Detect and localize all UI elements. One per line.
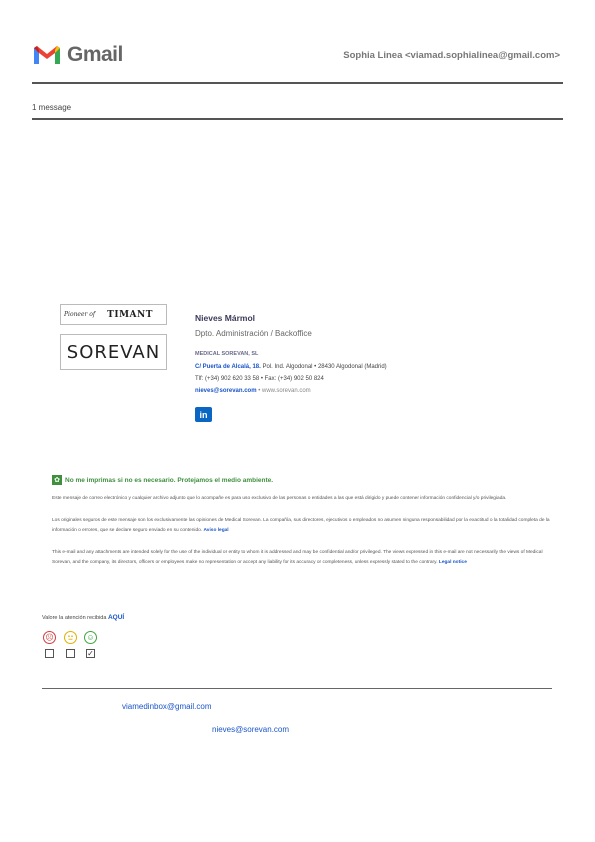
signature-name: Nieves Mármol	[195, 313, 255, 323]
linkedin-icon[interactable]: in	[195, 407, 212, 422]
address-rest: Pol. Ind. Algodonal • 28430 Algodonal (Madrid)	[260, 364, 387, 370]
legal-paragraph-3	[52, 548, 552, 567]
timant-logo	[60, 304, 167, 325]
timant-logo-prefix: Pioneer of	[64, 311, 96, 318]
legal-notice-link-en[interactable]: Legal notice	[438, 559, 467, 565]
rating-checkbox-neutral[interactable]	[66, 649, 75, 658]
neutral-face-glyph	[66, 633, 75, 642]
signature-company: MEDICAL SOREVAN, SL	[195, 351, 259, 357]
eco-notice	[52, 475, 273, 485]
subject-divider	[32, 118, 563, 120]
leaf-icon: ✿	[52, 475, 62, 485]
signature-address	[195, 364, 387, 370]
signature-phone: Tlf: (+34) 902 620 33 58 • Fax: (+34) 902 50 824	[195, 376, 324, 382]
rating-link[interactable]: AQUÍ	[107, 614, 125, 621]
footer-divider	[42, 688, 552, 689]
sorevan-logo-name: SOREVAN	[66, 341, 161, 363]
signature-web: • www.sorevan.com	[256, 388, 311, 394]
eco-text: No me imprimas si no es necesario. Protejamos el medio ambiente.	[65, 476, 274, 484]
address-link[interactable]: C/ Puerta de Alcalá, 18.	[195, 364, 261, 370]
rating-checkbox-sad[interactable]	[45, 649, 54, 658]
sad-face-icon[interactable]: ☹	[43, 631, 56, 644]
timant-logo-name: TIMANT	[107, 309, 153, 320]
signature-contact	[195, 388, 311, 394]
gmail-brand-text: Gmail	[67, 43, 123, 66]
happy-face-icon[interactable]: ☺	[84, 631, 97, 644]
neutral-face-icon[interactable]	[64, 631, 77, 644]
signature-email-link[interactable]: nieves@sorevan.com	[195, 388, 257, 394]
sorevan-logo	[60, 334, 167, 370]
rating-label	[42, 614, 124, 621]
legal-paragraph-2	[52, 516, 552, 535]
gmail-logo	[32, 42, 124, 68]
message-count: 1 message	[32, 103, 72, 112]
legal-paragraph-2-text: Los originales seguros de este mensaje son los exclusivamente las opiniones de Medical Sorevan. La compañía, sus directores, ejecutivos o empleados no asumen ninguna responsabilidad por la exactitud o la totalidad completa de la información o errores, que se declare seguro enviado en su contenido.	[52, 518, 550, 533]
footer-email-link-1[interactable]: viamedinbox@gmail.com	[122, 702, 212, 711]
account-identity: Sophia Linea <viamad.sophialinea@gmail.com>	[343, 50, 560, 61]
legal-paragraph-3-text: This e-mail and any attachments are intended solely for the use of the individual or entity to whom it is addressed and may be confidential and/or privileged. The views expressed in this e-mail are not necessarily the views of Medical Sorevan, and the company, its directors, officers or employees make no representation or accept any liability for its accuracy or completeness, unless expressly stated to the contrary.	[52, 550, 543, 565]
header-divider	[32, 82, 563, 84]
rating-label-text: Valore la atención recibida	[42, 615, 107, 621]
rating-checkbox-happy[interactable]: ✓	[87, 649, 94, 658]
legal-paragraph-1: Este mensaje de correo electrónico y cualquier archivo adjunto que lo acompañe es para uso exclusivo de las personas o entidades a las que está dirigido y puede contener información confidencial y/o privilegiada.	[52, 496, 507, 501]
signature-department: Dpto. Administración / Backoffice	[195, 329, 312, 338]
legal-notice-link-es[interactable]: Aviso legal	[203, 527, 229, 533]
footer-email-link-2[interactable]: nieves@sorevan.com	[212, 725, 290, 734]
gmail-m-icon	[32, 44, 62, 66]
